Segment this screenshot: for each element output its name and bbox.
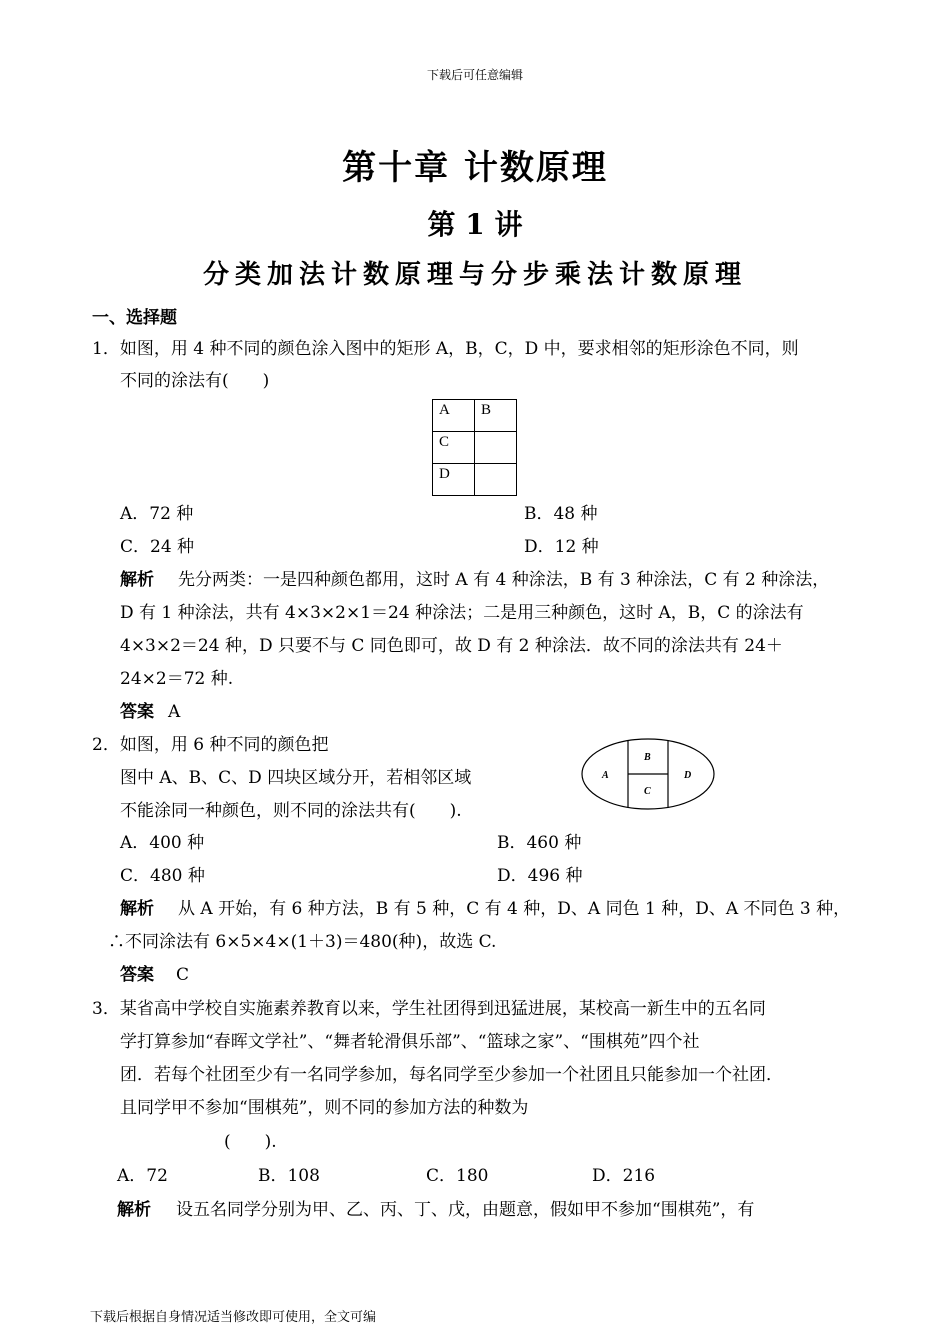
q1-solution-line3: 4×3×2＝24 种，D 只要不与 C 同色即可，故 D 有 2 种涂法．故不同的涂法共有 24＋ (120, 636, 783, 656)
q1-cell-c: C (433, 432, 475, 464)
q2-option-a: A．400 种 (120, 833, 205, 853)
q1-cell-a: A (433, 400, 475, 432)
q2-stem-line1: 2．如图，用 6 种不同的颜色把 (92, 735, 329, 755)
topic-title: 分类加法计数原理与分步乘法计数原理 (202, 260, 747, 290)
q1-option-b: B．48 种 (524, 504, 598, 524)
q1-rectangle-figure (432, 399, 517, 496)
q3-option-c: C．180 (426, 1166, 489, 1186)
q1-cell-empty-1 (475, 432, 517, 464)
q3-solution-line1: 设五名同学分别为甲、乙、丙、丁、戊，由题意，假如甲不参加“围棋苑”，有 (176, 1200, 755, 1220)
q2-answer-label: 答案 (120, 965, 154, 985)
q2-ellipse-figure (580, 736, 716, 812)
q3-option-b: B．108 (258, 1166, 320, 1186)
q1-stem-line2: 不同的涂法有( ) (120, 371, 270, 391)
q1-solution-line1: 先分两类：一是四种颜色都用，这时 A 有 4 种涂法，B 有 3 种涂法，C 有 2 种涂法， (178, 570, 830, 590)
q2-region-c: C (644, 786, 651, 797)
q3-stem-line5: ( ). (224, 1132, 277, 1152)
q2-option-b: B．460 种 (497, 833, 582, 853)
q2-option-c: C．480 种 (120, 866, 205, 886)
q2-answer: C (176, 965, 190, 985)
q2-region-b: B (644, 752, 651, 763)
q3-solution-label: 解析 (117, 1200, 151, 1220)
page-header: 下载后可任意编辑 (426, 68, 523, 82)
q3-stem-line4: 且同学甲不参加“围棋苑”，则不同的参加方法的种数为 (120, 1098, 529, 1118)
q2-solution-line1: 从 A 开始，有 6 种方法，B 有 5 种，C 有 4 种，D、A 同色 1 种，D、A 不同色 3 种， (178, 899, 851, 919)
q2-stem-line2: 图中 A、B、C、D 四块区域分开，若相邻区域 (120, 768, 472, 788)
q2-solution-line2: ∴不同涂法有 6×5×4×(1＋3)＝480(种)，故选 C. (108, 932, 497, 952)
q3-stem-line2: 学打算参加“春晖文学社”、“舞者轮滑俱乐部”、“篮球之家”、“围棋苑”四个社 (120, 1032, 700, 1052)
q1-cell-empty-2 (475, 464, 517, 496)
q1-cell-b: B (475, 400, 517, 432)
section-heading: 一、选择题 (92, 308, 177, 328)
q1-cell-d: D (433, 464, 475, 496)
page-footer: 下载后根据自身情况适当修改即可使用，全文可编 (90, 1310, 377, 1325)
q3-stem-line1: 3．某省高中学校自实施素养教育以来，学生社团得到迅猛进展，某校高一新生中的五名同 (92, 999, 766, 1019)
q1-solution-line2: D 有 1 种涂法，共有 4×3×2×1＝24 种涂法；二是用三种颜色，这时 A，B，C 的涂法有 (120, 603, 804, 623)
q1-option-a: A．72 种 (120, 504, 194, 524)
q3-option-a: A．72 (117, 1166, 168, 1186)
q2-stem-line3: 不能涂同一种颜色，则不同的涂法共有( ). (120, 801, 462, 821)
q1-solution-line4: 24×2＝72 种. (120, 669, 234, 689)
q2-solution-label: 解析 (120, 899, 154, 919)
q1-option-c: C．24 种 (120, 537, 195, 557)
chapter-title: 第十章 计数原理 (342, 148, 608, 188)
lecture-title: 第 1 讲 (427, 208, 523, 241)
q1-answer-label: 答案 (120, 702, 154, 722)
q2-option-d: D．496 种 (497, 866, 583, 886)
q2-region-a: A (602, 770, 609, 781)
q2-region-d: D (684, 770, 692, 781)
q1-stem-line1: 1．如图，用 4 种不同的颜色涂入图中的矩形 A，B，C，D 中，要求相邻的矩形涂色不同，则 (92, 339, 799, 359)
q1-answer: A (168, 702, 181, 722)
q1-option-d: D．12 种 (524, 537, 599, 557)
q3-stem-line3: 团．若每个社团至少有一名同学参加，每名同学至少参加一个社团且只能参加一个社团． (120, 1065, 783, 1085)
q3-option-d: D．216 (592, 1166, 656, 1186)
q1-solution-label: 解析 (120, 570, 154, 590)
